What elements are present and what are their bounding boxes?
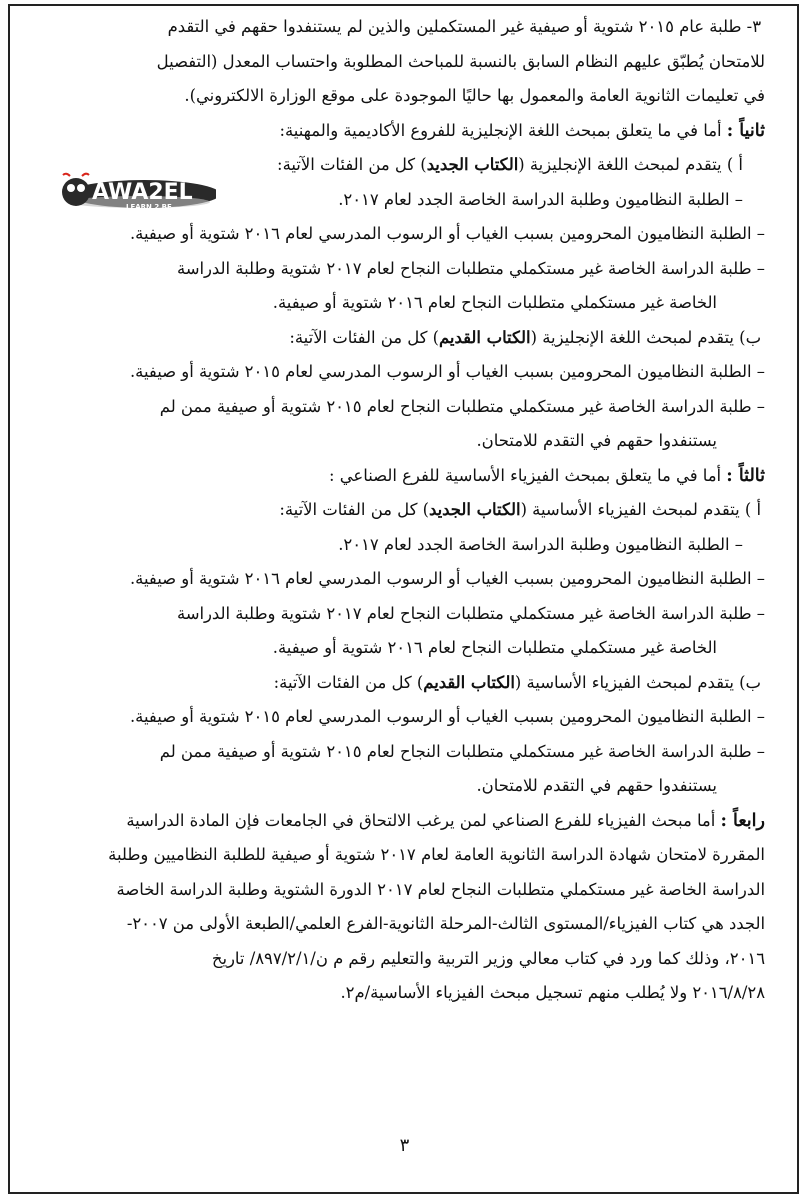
- list-item: – الطلبة النظاميون المحرومين بسبب الغياب أو الرسوب المدرسي لعام ٢٠١٦ شتوية أو صيفية.: [129, 569, 765, 588]
- section-heading-2: [40, 114, 765, 149]
- subsection-pre: أ ) يتقدم لمبحث اللغة الإنجليزية (: [518, 155, 743, 174]
- logo-tagline: LEARN 2 BE: [126, 203, 172, 211]
- section-heading-3: [40, 459, 765, 494]
- paragraph-line: الجدد هي كتاب الفيزياء/المستوى الثالث-المرحلة الثانوية-الفرع العلمي/الطبعة الأولى من ٢٠٠٧-: [126, 914, 765, 933]
- list-item: – الطلبة النظاميون وطلبة الدراسة الخاصة الجدد لعام ٢٠١٧.: [338, 189, 743, 209]
- list-item: – الطلبة النظاميون المحرومين بسبب الغياب أو الرسوب المدرسي لعام ٢٠١٥ شتوية أو صيفية.: [129, 362, 765, 381]
- book-label: الكتاب الجديد: [426, 155, 519, 174]
- logo-text: AWA2EL: [92, 180, 193, 205]
- subsection-pre: أ ) يتقدم لمبحث الفيزياء الأساسية (: [520, 500, 761, 519]
- logo-graphic: [48, 172, 216, 212]
- list-item: – الطلبة النظاميون وطلبة الدراسة الخاصة الجدد لعام ٢٠١٧.: [338, 534, 743, 554]
- list-item-cont: الخاصة غير مستكملي متطلبات النجاح لعام ٢٠١٦ شتوية أو صيفية.: [272, 293, 717, 312]
- list-item: – الطلبة النظاميون المحرومين بسبب الغياب أو الرسوب المدرسي لعام ٢٠١٦ شتوية أو صيفية.: [129, 224, 765, 243]
- paragraph-line: في تعليمات الثانوية العامة والمعمول بها حاليًا الموجودة على موقع الوزارة الالكتروني).: [184, 86, 765, 105]
- list-item: – الطلبة النظاميون المحرومين بسبب الغياب أو الرسوب المدرسي لعام ٢٠١٥ شتوية أو صيفية.: [129, 707, 765, 726]
- section-text: أما في ما يتعلق بمبحث اللغة الإنجليزية للفروع الأكاديمية والمهنية:: [279, 120, 727, 140]
- paragraph-line: ٣- طلبة عام ٢٠١٥ شتوية أو صيفية غير المستكملين والذين لم يستنفدوا حقهم في التقدم: [167, 17, 761, 36]
- document-body: [40, 10, 765, 1011]
- paragraph-line: ٢٠١٦/٨/٢٨ ولا يُطلب منهم تسجيل مبحث الفيزياء الأساسية/م٢.: [340, 983, 765, 1002]
- list-item: – طلبة الدراسة الخاصة غير مستكملي متطلبات النجاح لعام ٢٠١٥ شتوية أو صيفية ممن لم: [159, 741, 765, 761]
- section-label: ثانياً :: [726, 120, 765, 141]
- awa2el-logo: [48, 172, 216, 212]
- list-item: – طلبة الدراسة الخاصة غير مستكملي متطلبات النجاح لعام ٢٠١٧ شتوية وطلبة الدراسة: [176, 603, 765, 623]
- subsection-pre: ب) يتقدم لمبحث الفيزياء الأساسية (: [514, 672, 761, 692]
- list-item-cont: يستنفدوا حقهم في التقدم للامتحان.: [476, 776, 717, 795]
- paragraph-line: المقررة لامتحان شهادة الدراسة الثانوية العامة لعام ٢٠١٧ شتوية أو صيفية للطلبة النظاميين وطلبة: [108, 845, 765, 864]
- subsection-line: [40, 666, 765, 701]
- subsection-pre: ب) يتقدم لمبحث اللغة الإنجليزية (: [530, 327, 761, 347]
- list-item: – طلبة الدراسة الخاصة غير مستكملي متطلبات النجاح لعام ٢٠١٥ شتوية أو صيفية ممن لم: [159, 396, 765, 416]
- subsection-line: [40, 321, 765, 356]
- subsection-post: ) كل من الفئات الآتية:: [277, 155, 427, 174]
- section-label: رابعاً :: [720, 810, 765, 831]
- book-label: الكتاب الجديد: [428, 500, 521, 519]
- book-label: الكتاب القديم: [439, 327, 531, 347]
- book-label: الكتاب القديم: [423, 672, 515, 692]
- subsection-post: ) كل من الفئات الآتية:: [273, 672, 424, 692]
- paragraph-line: ٢٠١٦، وذلك كما ورد في كتاب معالي وزير التربية والتعليم رقم م ن/٨٩٧/٢/١/ تاريخ: [211, 948, 765, 968]
- section-label: ثالثاً :: [726, 465, 765, 486]
- section-text: أما في ما يتعلق بمبحث الفيزياء الأساسية للفرع الصناعي :: [329, 465, 727, 485]
- section-text: أما مبحث الفيزياء للفرع الصناعي لمن يرغب الالتحاق في الجامعات فإن المادة الدراسية: [126, 810, 721, 830]
- paragraph-line: الدراسة الخاصة غير مستكملي متطلبات النجاح لعام ٢٠١٧ الدورة الشتوية وطلبة الدراسة الخاصة: [116, 879, 765, 899]
- subsection-post: ) كل من الفئات الآتية:: [289, 327, 440, 347]
- list-item: – طلبة الدراسة الخاصة غير مستكملي متطلبات النجاح لعام ٢٠١٧ شتوية وطلبة الدراسة: [176, 258, 765, 278]
- paragraph-line: للامتحان يُطبّق عليهم النظام السابق بالنسبة للمباحث المطلوبة واحتساب المعدل (التفصيل: [156, 51, 765, 71]
- section-heading-4: [40, 804, 765, 839]
- subsection-line: [40, 493, 765, 528]
- list-item-cont: الخاصة غير مستكملي متطلبات النجاح لعام ٢٠١٦ شتوية أو صيفية.: [272, 638, 717, 657]
- page-number: ٣: [399, 1135, 410, 1156]
- list-item-cont: يستنفدوا حقهم في التقدم للامتحان.: [476, 431, 717, 450]
- subsection-post: ) كل من الفئات الآتية:: [279, 500, 429, 519]
- logo-bug-icon: [62, 178, 90, 206]
